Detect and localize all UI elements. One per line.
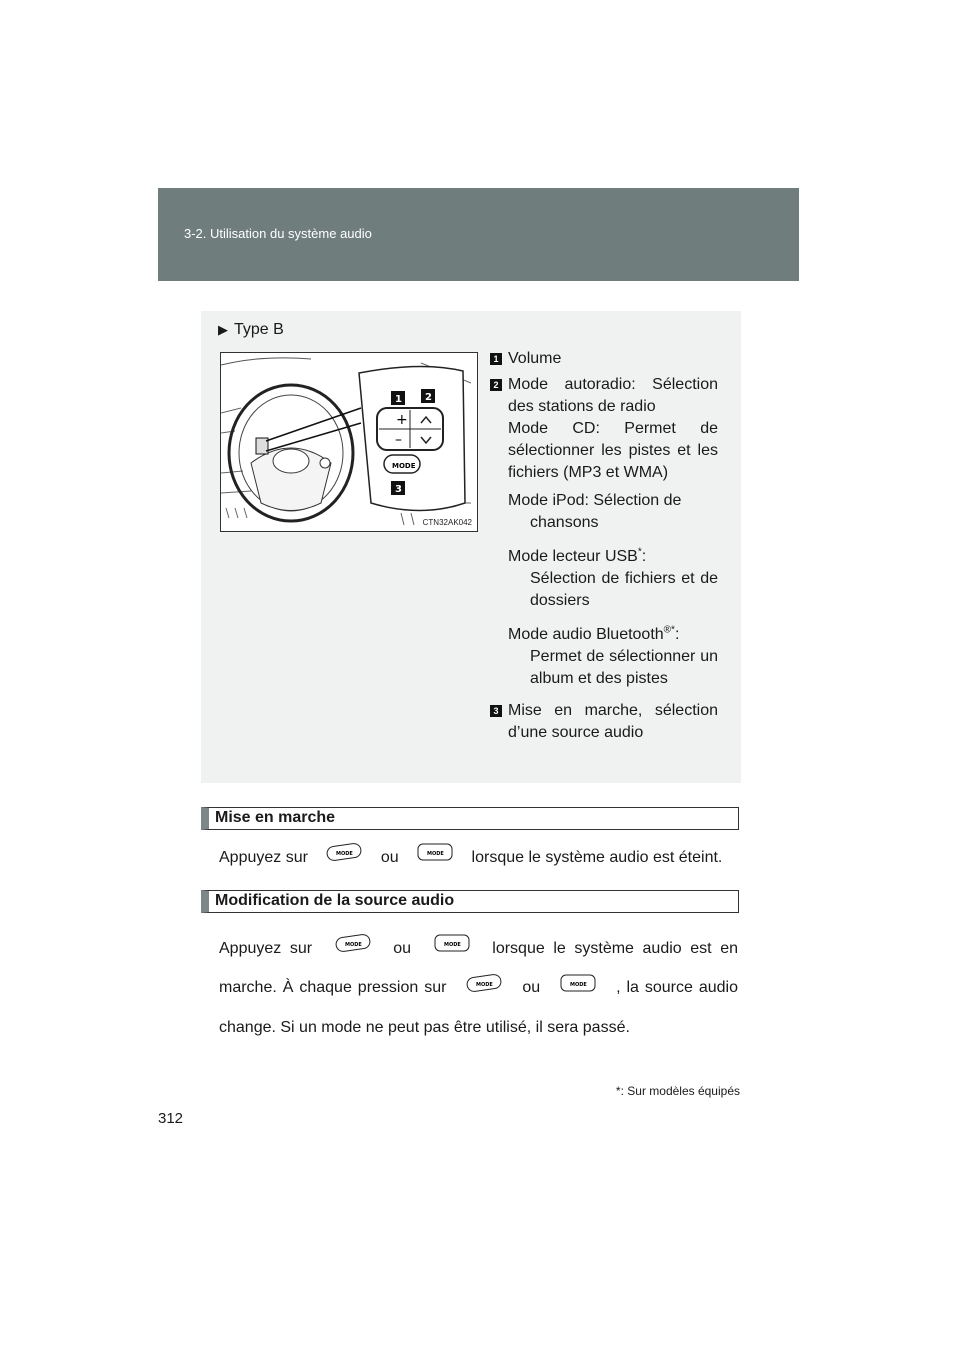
mode-button-flat-icon (560, 969, 596, 1008)
para-text: ou (393, 940, 412, 957)
steering-wheel-illustration (220, 352, 478, 532)
number-badge: 2 (490, 379, 502, 391)
page-number: 312 (158, 1110, 184, 1127)
type-label (218, 321, 284, 339)
footnote-text: : Sur modèles équipés (620, 1084, 740, 1098)
para-text: ou (380, 849, 399, 866)
mode-button-flat-icon (434, 929, 470, 968)
heading-text: Mise en marche (215, 809, 336, 826)
heading-text: Modification de la source audio (215, 892, 455, 909)
para-text: lorsque le système audio est éteint. (471, 849, 723, 866)
callout-list (490, 348, 718, 744)
usb-star: * (637, 546, 642, 558)
sub-item-usb (490, 546, 718, 568)
sub-item-ipod: Mode iPod: Sélection de (508, 492, 682, 509)
usb-colon: : (641, 548, 647, 565)
number-badge: 3 (490, 705, 502, 717)
sub-item-usb-cont: Sélection de fichiers et de dossiers (530, 570, 718, 609)
mode-glyph: MODE (570, 981, 587, 988)
footnote (616, 1084, 740, 1098)
item-text: Mise en marche, sélection d’une source audio (508, 702, 718, 741)
paragraph-power-on (219, 838, 738, 877)
callout-2-label: 2 (425, 392, 432, 403)
mode-glyph: MODE (336, 851, 354, 858)
heading-power-on (201, 807, 739, 830)
sub-item-ipod-cont: chansons (530, 514, 599, 531)
mode-glyph: MODE (344, 942, 362, 949)
paragraph-change-source (219, 929, 738, 1047)
mode-button-text: MODE (392, 462, 416, 470)
mode-glyph: MODE (476, 981, 494, 988)
bt-star: * (671, 624, 675, 636)
section-title: 3-2. Utilisation du système audio (184, 226, 372, 241)
bt-reg: ® (663, 624, 672, 636)
para-text: , la source audio change. Si un mode ne peut pas être utilisé, il sera passé. (219, 979, 738, 1036)
figure-code: CTN32AK042 (422, 518, 472, 527)
usb-label: Mode lecteur USB (508, 548, 638, 565)
svg-text:–: – (395, 432, 402, 448)
sub-item-cd: Mode CD: Permet de sélectionner les pistes et les fichiers (MP3 et WMA) (508, 420, 718, 481)
para-text: Appuyez sur (219, 940, 313, 957)
mode-button-icon (335, 929, 371, 968)
type-label-text: Type B (234, 321, 284, 338)
sub-item-bluetooth-cont: Permet de sélectionner un album et des pistes (530, 648, 718, 687)
footnote-star: * (615, 1084, 621, 1098)
bt-colon: : (674, 626, 680, 643)
heading-change-source (201, 890, 739, 913)
item-text: Volume (508, 350, 562, 367)
mode-button-flat-icon (417, 838, 453, 877)
para-text: lorsque le système audio est en marche. À chaque pression sur (219, 940, 739, 997)
list-item-volume (490, 348, 718, 370)
steering-wheel-drawing (221, 353, 477, 531)
mode-button-icon (326, 838, 362, 877)
list-item-radio (490, 374, 718, 418)
item-text: Mode autoradio: Sélection des stations de radio (508, 376, 718, 415)
list-item-power (490, 700, 718, 744)
mode-button-icon (466, 969, 502, 1008)
number-badge: 1 (490, 353, 502, 365)
para-text: ou (522, 979, 541, 997)
triangle-icon: ▶ (218, 322, 228, 337)
callout-3-label: 3 (395, 484, 402, 495)
callout-1-label: 1 (395, 394, 402, 405)
mode-glyph: MODE (427, 851, 444, 858)
mode-glyph: MODE (443, 942, 461, 949)
para-text: Appuyez sur (219, 849, 308, 866)
sub-item-bluetooth (490, 624, 718, 646)
bt-label: Mode audio Bluetooth (508, 626, 664, 643)
section-header (158, 188, 799, 281)
svg-text:+: + (396, 412, 408, 428)
